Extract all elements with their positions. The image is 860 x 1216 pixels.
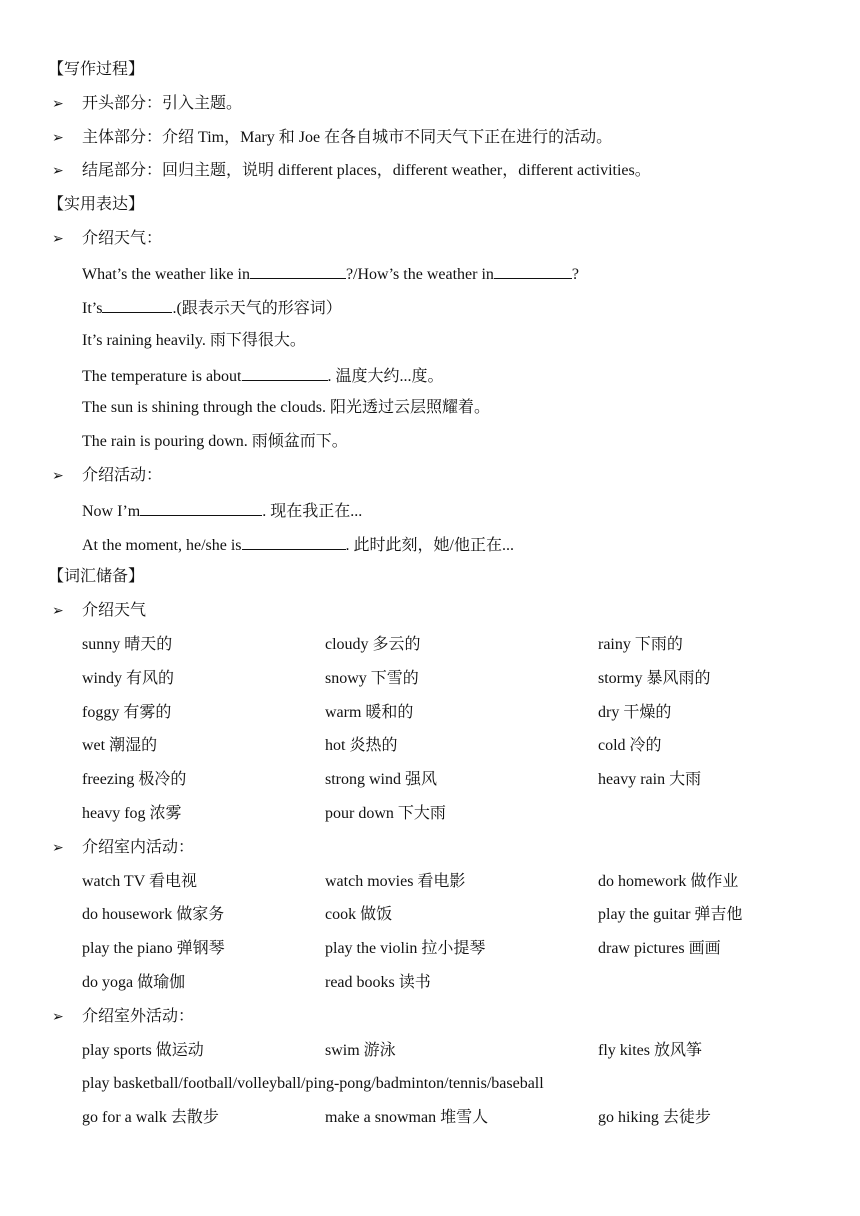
bullet-item: ➢ 介绍活动： [52,465,162,487]
vocab-cell: dry 干燥的 [598,704,672,721]
vocab-cell: read books 读书 [325,974,431,991]
vocab-cell: cloudy 多云的 [325,636,421,653]
vocab-cell: play sports 做运动 [82,1042,204,1059]
vocab-cell: watch TV 看电视 [82,873,197,890]
vocab-cell: go hiking 去徒步 [598,1109,711,1126]
vocab-cell: play the piano 弹钢琴 [82,940,225,957]
expression-line: At the moment, he/she is . 此时此刻，她/他正在... [82,533,514,557]
arrow-bullet-icon: ➢ [52,130,64,146]
vocab-cell: foggy 有雾的 [82,704,172,721]
vocab-cell: freezing 极冷的 [82,771,187,788]
vocab-cell: watch movies 看电影 [325,873,466,890]
fill-blank[interactable] [242,364,328,381]
expression-line: It’s .(跟表示天气的形容词） [82,296,342,320]
vocab-cell: windy 有风的 [82,670,175,687]
vocab-cell: do homework 做作业 [598,873,739,890]
arrow-bullet-icon: ➢ [52,96,64,112]
vocab-cell: pour down 下大雨 [325,805,446,822]
bullet-item: ➢ 介绍室内活动： [52,837,194,859]
vocab-cell: draw pictures 画画 [598,940,721,957]
fill-blank[interactable] [102,296,172,313]
arrow-bullet-icon: ➢ [52,163,64,179]
fill-blank[interactable] [250,262,346,279]
expression-line: The sun is shining through the clouds. 阳光透过云层照耀着。 [82,399,490,416]
section-title-writing-process: 【写作过程】 [48,61,145,78]
fill-blank[interactable] [242,533,346,550]
vocab-cell: cold 冷的 [598,737,662,754]
expression-line: The rain is pouring down. 雨倾盆而下。 [82,433,348,450]
arrow-bullet-icon: ➢ [52,468,64,484]
bullet-item: ➢ 结尾部分：回归主题，说明 different places，different weather，different activities。 [52,160,651,182]
arrow-bullet-icon: ➢ [52,840,64,856]
bullet-item: ➢ 介绍天气 [52,600,146,622]
vocab-cell: play the violin 拉小提琴 [325,940,486,957]
vocab-cell: stormy 暴风雨的 [598,670,711,687]
vocab-cell: snowy 下雪的 [325,670,419,687]
expression-line: Now I’m . 现在我正在... [82,499,362,523]
vocab-cell: wet 潮湿的 [82,737,158,754]
vocab-cell: warm 暖和的 [325,704,414,721]
section-title-vocab: 【词汇储备】 [48,568,145,585]
fill-blank[interactable] [494,262,572,279]
vocab-cell: make a snowman 堆雪人 [325,1109,489,1126]
vocab-cell: heavy rain 大雨 [598,771,702,788]
vocab-cell: hot 炎热的 [325,737,398,754]
fill-blank[interactable] [140,499,262,516]
vocab-cell: sunny 晴天的 [82,636,173,653]
vocab-cell: cook 做饭 [325,906,393,923]
expression-line: The temperature is about . 温度大约...度。 [82,364,444,388]
vocab-long-line: play basketball/football/volleyball/ping-pong/badminton/tennis/baseball [82,1075,544,1092]
arrow-bullet-icon: ➢ [52,231,64,247]
vocab-cell: do housework 做家务 [82,906,225,923]
expression-line: It’s raining heavily. 雨下得很大。 [82,332,306,349]
bullet-item: ➢ 介绍天气： [52,228,162,250]
bullet-item: ➢ 介绍室外活动： [52,1006,194,1028]
vocab-cell: rainy 下雨的 [598,636,683,653]
vocab-cell: heavy fog 浓雾 [82,805,182,822]
vocab-cell: go for a walk 去散步 [82,1109,219,1126]
vocab-cell: strong wind 强风 [325,771,438,788]
expression-line: What’s the weather like in ?/How’s the weather in ? [82,262,579,286]
arrow-bullet-icon: ➢ [52,1009,64,1025]
vocab-cell: play the guitar 弹吉他 [598,906,743,923]
arrow-bullet-icon: ➢ [52,603,64,619]
vocab-cell: fly kites 放风筝 [598,1042,702,1059]
vocab-cell: swim 游泳 [325,1042,396,1059]
bullet-item: ➢ 开头部分：引入主题。 [52,93,242,115]
vocab-cell: do yoga 做瑜伽 [82,974,186,991]
section-title-practical: 【实用表达】 [48,196,145,213]
bullet-item: ➢ 主体部分：介绍 Tim，Mary 和 Joe 在各自城市不同天气下正在进行的活动。 [52,127,612,149]
